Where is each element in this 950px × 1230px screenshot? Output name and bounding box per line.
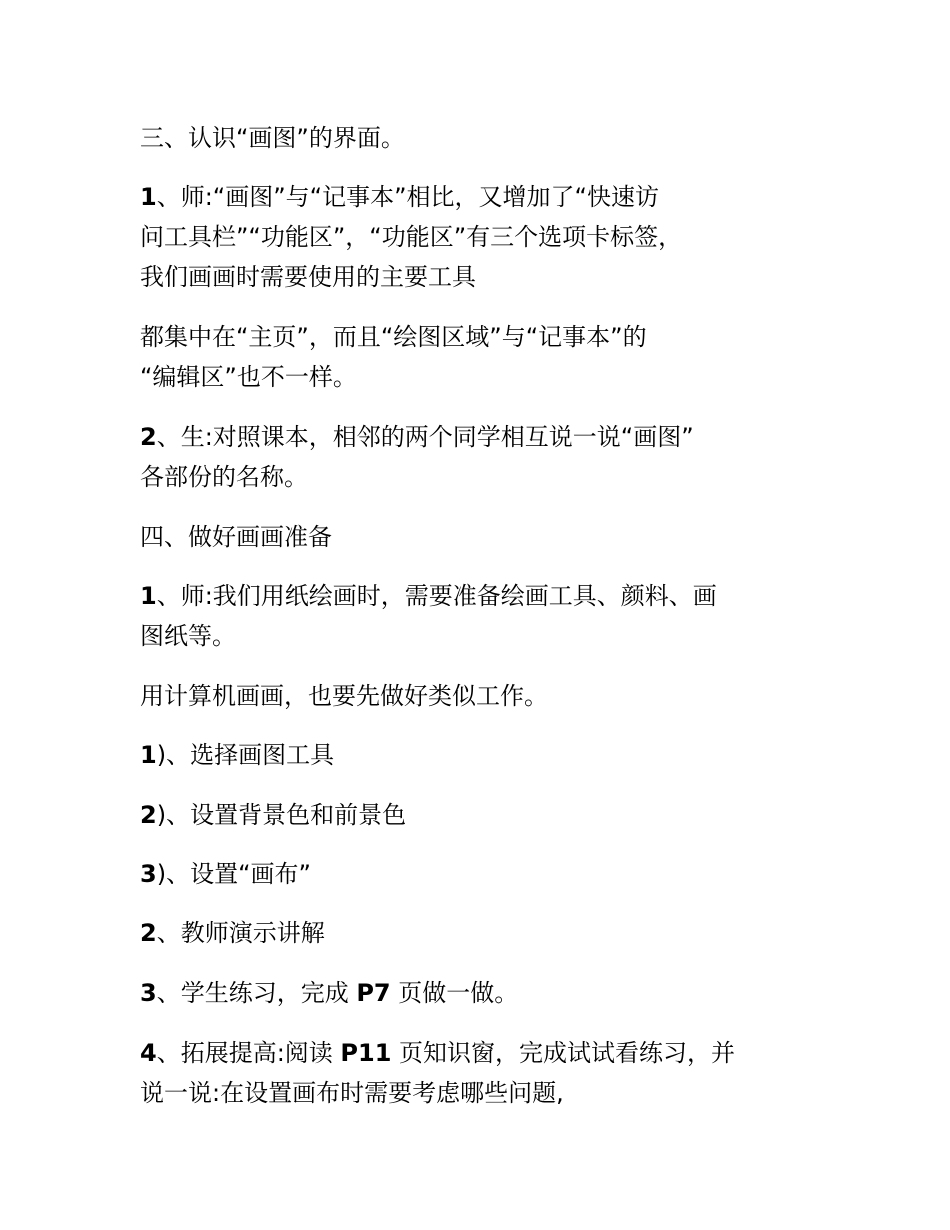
paragraph-text: 页做一做。 — [390, 979, 519, 1007]
item-number: 2 — [140, 423, 157, 451]
list-item-set-colors — [140, 795, 812, 835]
item-number: 2 — [140, 801, 157, 829]
paragraph-extension — [140, 1033, 812, 1113]
paragraph-line — [140, 576, 812, 616]
item-number: 3 — [140, 860, 157, 888]
paragraph-line: 图纸等。 — [140, 622, 236, 650]
paragraph-text: )、选择画图工具 — [156, 741, 335, 769]
item-number: 3 — [140, 979, 157, 1007]
section-heading-4 — [140, 517, 812, 557]
item-number: 1 — [140, 741, 157, 769]
paragraph-home-tab — [140, 317, 812, 397]
paragraph-line — [140, 417, 812, 457]
paragraph-teacher-intro — [140, 177, 812, 297]
paragraph-line: 我们画画时需要使用的主要工具 — [140, 263, 476, 291]
paragraph-paper-painting — [140, 576, 812, 656]
paragraph-line: 各部份的名称。 — [140, 463, 308, 491]
paragraph-computer-painting — [140, 676, 812, 716]
paragraph-teacher-demo — [140, 913, 812, 953]
item-number: 4 — [140, 1039, 157, 1067]
paragraph-student-discussion — [140, 417, 812, 497]
paragraph-student-practice — [140, 973, 812, 1013]
paragraph-line — [140, 795, 812, 835]
section-heading-3 — [140, 118, 812, 158]
paragraph-text: 、教师演示讲解 — [156, 919, 325, 947]
paragraph-line: 说一说:在设置画布时需要考虑哪些问题, — [140, 1079, 564, 1107]
paragraph-text: )、设置“画布” — [156, 860, 311, 888]
page-reference: P7 — [356, 979, 391, 1007]
paragraph-line — [140, 973, 812, 1013]
paragraph-text: )、设置背景色和前景色 — [156, 801, 407, 829]
list-item-set-canvas — [140, 854, 812, 894]
paragraph-text: 用计算机画画，也要先做好类似工作。 — [140, 682, 548, 710]
paragraph-text: 页知识窗，完成试试看练习，并 — [391, 1039, 736, 1067]
item-number: 2 — [140, 919, 157, 947]
item-number: 1 — [140, 582, 157, 610]
paragraph-line — [140, 913, 812, 953]
paragraph-text: 、生:对照课本，相邻的两个同学相互说一说“画图” — [156, 423, 694, 451]
paragraph-line: 问工具栏”“功能区”，“功能区”有三个选项卡标签， — [140, 223, 683, 251]
paragraph-line — [140, 854, 812, 894]
paragraph-text: 、师:“画图”与“记事本”相比，又增加了“快速访 — [156, 183, 659, 211]
page-reference: P11 — [340, 1039, 392, 1067]
paragraph-text: 、拓展提高:阅读 — [156, 1039, 341, 1067]
heading-text: 四、做好画画准备 — [140, 523, 332, 551]
paragraph-line: 都集中在“主页”，而且“绘图区域”与“记事本”的 — [140, 323, 647, 351]
paragraph-line — [140, 1033, 812, 1073]
paragraph-line — [140, 735, 812, 775]
paragraph-line: “编辑区”也不一样。 — [140, 363, 357, 391]
paragraph-line — [140, 177, 812, 217]
paragraph-text: 、师:我们用纸绘画时，需要准备绘画工具、颜料、画 — [156, 582, 717, 610]
list-item-select-tool — [140, 735, 812, 775]
heading-text: 三、认识“画图”的界面。 — [140, 124, 405, 152]
paragraph-text: 、学生练习，完成 — [156, 979, 357, 1007]
item-number: 1 — [140, 183, 157, 211]
